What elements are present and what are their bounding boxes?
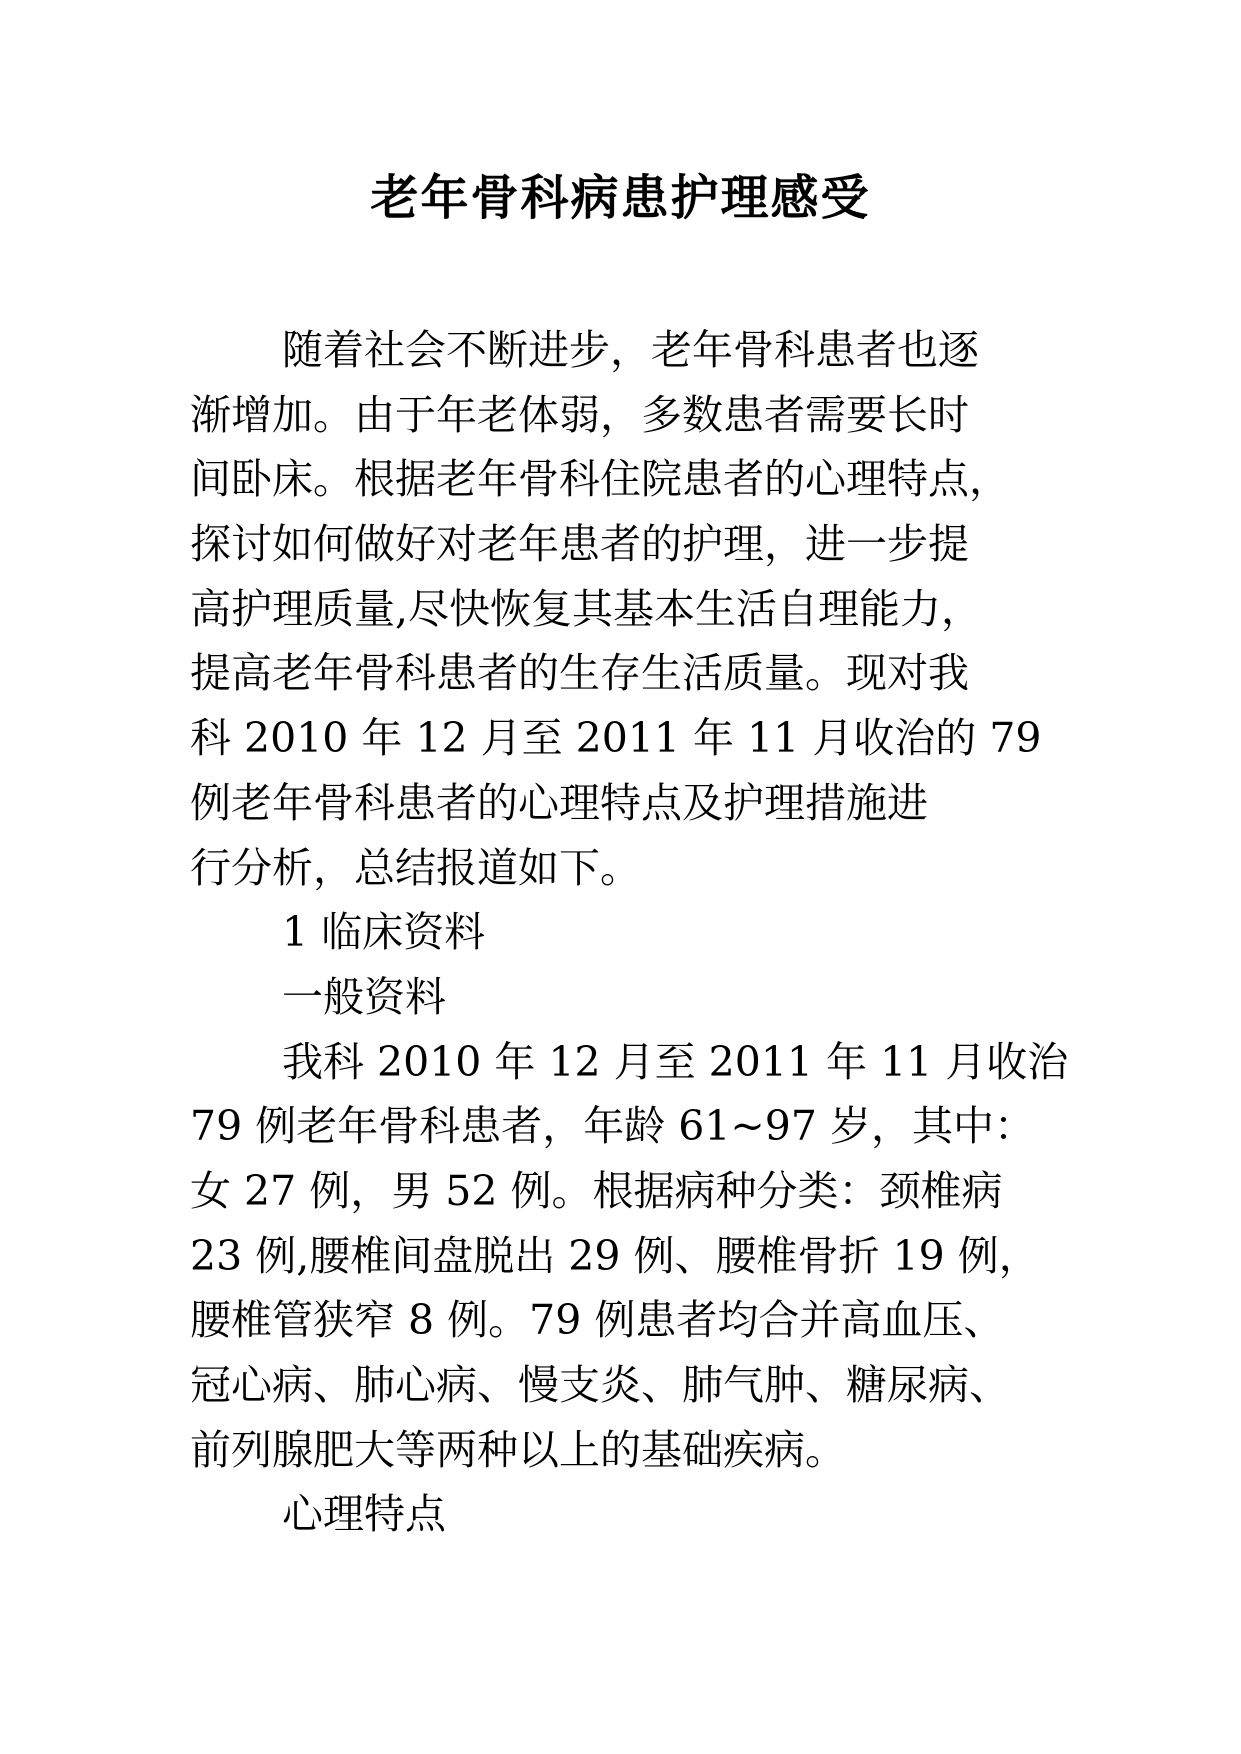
- paragraph-line: 79 例老年骨科患者，年龄 61~97 岁，其中：: [190, 1102, 1035, 1151]
- paragraph-line: 腰椎管狭窄 8 例。79 例患者均合并高血压、: [190, 1296, 1005, 1345]
- subsection-heading: 一般资料: [282, 972, 446, 1021]
- document-body: [190, 318, 1070, 1547]
- paragraph-line: 前列腺肥大等两种以上的基础疾病。: [190, 1425, 846, 1474]
- paragraph-line: 探讨如何做好对老年患者的护理，进一步提: [190, 520, 969, 569]
- paragraph-line: 23 例,腰椎间盘脱出 29 例、腰椎骨折 19 例，: [190, 1231, 1040, 1280]
- paragraph-line: 女 27 例，男 52 例。根据病种分类：颈椎病: [190, 1166, 1003, 1215]
- paragraph-line: 间卧床。根据老年骨科住院患者的心理特点，: [190, 455, 1010, 504]
- document-title: 老年骨科病患护理感受: [370, 170, 871, 226]
- paragraph-line: 渐增加。由于年老体弱，多数患者需要长时: [190, 390, 969, 439]
- section-heading: 1 临床资料: [282, 908, 486, 957]
- subsection-heading: 心理特点: [282, 1490, 446, 1539]
- paragraph-line: 高护理质量,尽快恢复其基本生活自理能力，: [190, 584, 983, 633]
- paragraph-line: 冠心病、肺心病、慢支炎、肺气肿、糖尿病、: [190, 1361, 1010, 1409]
- paragraph-line: 随着社会不断进步，老年骨科患者也逐: [282, 326, 979, 374]
- paragraph-line: 提高老年骨科患者的生存生活质量。现对我: [190, 649, 969, 698]
- paragraph-line: 我科 2010 年 12 月至 2011 年 11 月收治: [282, 1037, 1069, 1086]
- paragraph-line: 例老年骨科患者的心理特点及护理措施进: [190, 778, 928, 827]
- paragraph-line: 行分析，总结报道如下。: [190, 843, 641, 892]
- paragraph-line: 科 2010 年 12 月至 2011 年 11 月收治的 79: [190, 714, 1042, 763]
